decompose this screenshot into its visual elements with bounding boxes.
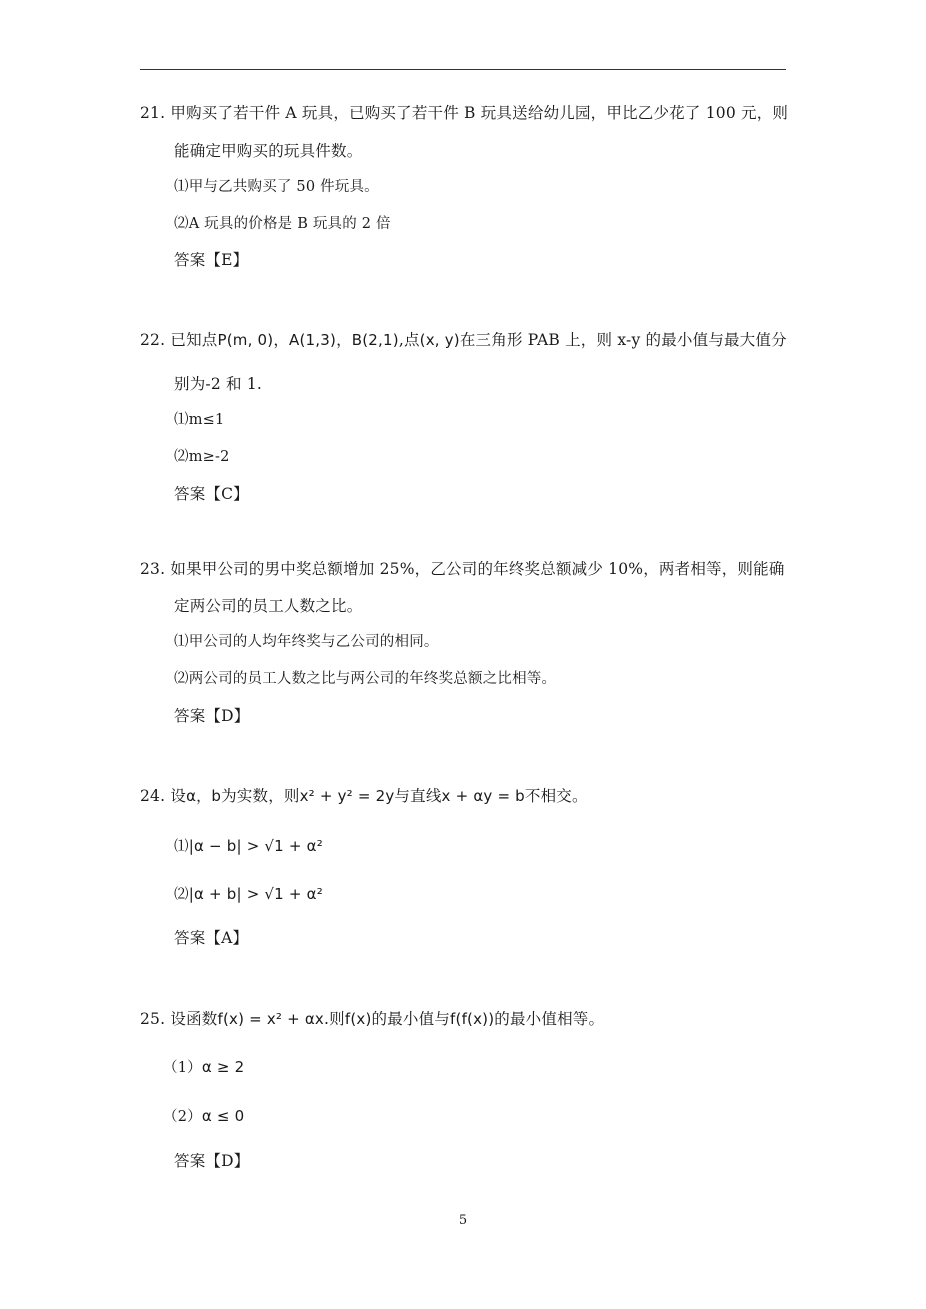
q25-option-1 [163, 1057, 244, 1078]
q24-option-1-math: |α − b| > √1 + α² [188, 837, 323, 855]
q23-answer: 答案【D】 [174, 707, 250, 725]
q24-prefix: 24. 设 [140, 787, 187, 805]
q25-fx: f(x) [344, 1010, 372, 1028]
q25-ffx: f(f(x)) [450, 1010, 495, 1028]
q24-answer: 答案【A】 [174, 929, 249, 947]
q25-option-1-label: （1） [163, 1060, 202, 1076]
q22-line-2: 别为-2 和 1. [174, 375, 263, 393]
q21-option-1: ⑴甲与乙共购买了 50 件玩具。 [174, 179, 379, 195]
q22-line-1 [140, 330, 787, 350]
q22-point-b: B(2,1) [351, 331, 399, 349]
page-number: 5 [458, 1213, 468, 1228]
q21-line-2: 能确定甲购买的玩具件数。 [174, 142, 363, 160]
q24-circle-eq: x² + y² = 2y [299, 787, 395, 805]
q24-option-2-math: |α + b| > √1 + α² [188, 885, 323, 903]
q24-option-2-label: ⑵ [174, 887, 189, 903]
q23-line-2: 定两公司的员工人数之比。 [174, 597, 363, 615]
q25-answer: 答案【D】 [174, 1152, 250, 1170]
q24-line-1 [140, 786, 588, 806]
q25-suffix: 的最小值相等。 [494, 1010, 605, 1028]
q22-answer: 答案【C】 [174, 485, 249, 503]
q22-point-p: P(m, 0) [217, 331, 274, 349]
q25-mid-2: 的最小值与 [371, 1010, 451, 1028]
q22-point-xy: (x, y) [419, 331, 460, 349]
q25-option-2 [163, 1106, 244, 1127]
q24-option-1-label: ⑴ [174, 839, 189, 855]
header-rule [140, 69, 786, 70]
q24-line-eq: x + αy = b [441, 787, 525, 805]
q22-point-a: A(1,3) [289, 331, 337, 349]
q22-sep-2: ， [336, 331, 352, 349]
q25-line-1 [140, 1009, 604, 1029]
q21-option-2: ⑵A 玩具的价格是 B 玩具的 2 倍 [174, 216, 391, 232]
q22-sep-1: ， [273, 331, 290, 349]
q24-suffix: 不相交。 [524, 787, 588, 805]
q22-option-1: ⑴m≤1 [174, 412, 225, 428]
q25-function-def: f(x) = x² + αx [217, 1010, 325, 1028]
q21-answer: 答案【E】 [174, 251, 249, 269]
q24-option-1 [174, 836, 323, 857]
q25-mid: .则 [324, 1010, 345, 1028]
q25-option-2-math: α ≤ 0 [201, 1107, 245, 1125]
q25-option-2-label: （2） [163, 1109, 202, 1125]
q22-sep-3: ,点 [398, 331, 420, 349]
q23-line-1: 23. 如果甲公司的男中奖总额增加 25%，乙公司的年终奖总额减少 10%，两者相等，则能确 [140, 560, 785, 578]
q25-prefix: 25. 设函数 [140, 1010, 218, 1028]
q21-line-1: 21. 甲购买了若干件 A 玩具，已购买了若干件 B 玩具送给幼儿园，甲比乙少花了 100 元，则 [140, 104, 789, 122]
q24-option-2 [174, 884, 323, 905]
q23-option-2: ⑵两公司的员工人数之比与两公司的年终奖总额之比相等。 [174, 671, 557, 687]
q23-option-1: ⑴甲公司的人均年终奖与乙公司的相同。 [174, 634, 439, 650]
q22-prefix: 22. 已知点 [140, 331, 218, 349]
q24-vars: α，b [186, 787, 222, 805]
q22-suffix: 在三角形 PAB 上，则 x-y 的最小值与最大值分 [459, 331, 787, 349]
q24-mid: 为实数，则 [221, 787, 300, 805]
q25-option-1-math: α ≥ 2 [201, 1058, 245, 1076]
q24-mid-2: 与直线 [394, 787, 442, 805]
q22-option-2: ⑵m≥-2 [174, 449, 230, 465]
